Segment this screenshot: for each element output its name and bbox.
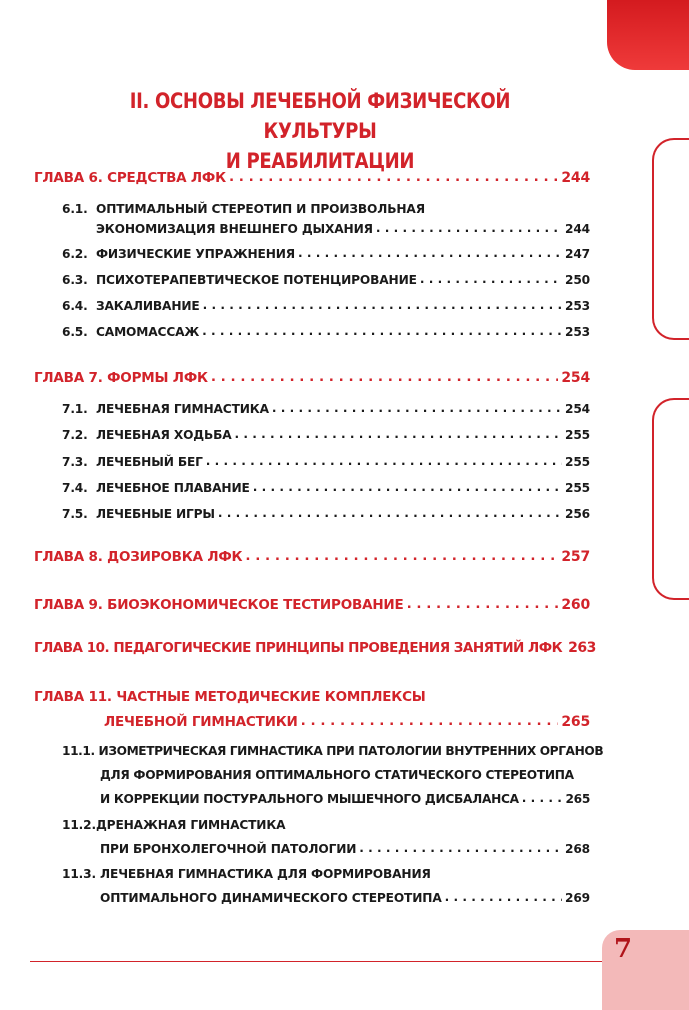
item-number: 7.3. [62, 455, 88, 469]
dot-leader [229, 169, 558, 185]
toc-chapter-11[interactable] [104, 714, 590, 730]
toc-item-11-1[interactable] [100, 792, 590, 806]
chapter-page: 260 [561, 597, 590, 613]
toc-item-6-4[interactable] [62, 299, 590, 313]
toc-chapter-11-line1[interactable] [34, 689, 426, 705]
dot-leader [253, 480, 562, 494]
decor-tab-top [607, 0, 689, 70]
item-title: ЭКОНОМИЗАЦИЯ ВНЕШНЕГО ДЫХАНИЯ [96, 222, 373, 236]
chapter-title: ГЛАВА 6. СРЕДСТВА ЛФК [34, 170, 226, 186]
toc-item-11-2[interactable] [100, 842, 590, 856]
item-title: ДЛЯ ФОРМИРОВАНИЯ ОПТИМАЛЬНОГО СТАТИЧЕСКОГО СТЕРЕОТИПА [100, 768, 574, 782]
item-title: ЛЕЧЕБНЫЕ ИГРЫ [96, 507, 215, 521]
dot-leader [298, 246, 562, 260]
chapter-title: ЛЕЧЕБНОЙ ГИМНАСТИКИ [104, 714, 298, 730]
toc-chapter-7[interactable] [34, 370, 590, 386]
item-page: 250 [565, 273, 590, 287]
dot-leader [218, 506, 562, 520]
item-title: САМОМАССАЖ [96, 325, 200, 339]
toc-item-7-1[interactable] [62, 402, 590, 416]
dot-leader [245, 548, 558, 564]
item-title: ФИЗИЧЕСКИЕ УПРАЖНЕНИЯ [96, 247, 296, 261]
item-page: 254 [565, 402, 590, 416]
page-number: 7 [614, 934, 633, 964]
dot-leader [420, 272, 562, 286]
toc-item-11-2-line1[interactable] [62, 818, 285, 832]
item-number: 7.4. [62, 481, 88, 495]
item-title: ЛЕЧЕБНАЯ ХОДЬБА [96, 428, 232, 442]
item-title: ПРИ БРОНХОЛЕГОЧНОЙ ПАТОЛОГИИ [100, 842, 357, 856]
toc-item-7-4[interactable] [62, 481, 590, 495]
item-number: 7.2. [62, 428, 88, 442]
dot-leader [203, 298, 562, 312]
footer-divider [30, 961, 620, 962]
toc-item-7-3[interactable] [62, 455, 590, 469]
item-title: ДРЕНАЖНАЯ ГИМНАСТИКА [95, 818, 286, 832]
item-page: 265 [565, 792, 590, 806]
dot-leader [359, 841, 562, 855]
item-page: 255 [565, 455, 590, 469]
toc-item-6-3[interactable] [62, 273, 590, 287]
item-number: 7.5. [62, 507, 88, 521]
section-title: II. ОСНОВЫ ЛЕЧЕБНОЙ ФИЗИЧЕСКОЙ КУЛЬТУРЫ И РЕАБИЛИТАЦИИ [129, 89, 511, 173]
item-number: 7.1. [62, 402, 88, 416]
item-title: ЛЕЧЕБНОЕ ПЛАВАНИЕ [96, 481, 250, 495]
item-number: 6.4. [62, 299, 88, 313]
item-title: И КОРРЕКЦИИ ПОСТУРАЛЬНОГО МЫШЕЧНОГО ДИСБАЛАНСА [100, 792, 519, 806]
toc-chapter-8[interactable] [34, 549, 590, 565]
item-number: 11.2. [62, 818, 96, 832]
item-number: 6.3. [62, 273, 88, 287]
decor-tab-outline-2 [652, 398, 689, 600]
chapter-title: ГЛАВА 8. ДОЗИРОВКА ЛФК [34, 549, 243, 565]
chapter-title: ГЛАВА 10. ПЕДАГОГИЧЕСКИЕ ПРИНЦИПЫ ПРОВЕДЕНИЯ ЗАНЯТИЙ ЛФК [34, 640, 563, 656]
dot-leader [272, 401, 562, 415]
toc-item-6-1-line1[interactable] [62, 202, 425, 216]
dot-leader [407, 596, 559, 612]
item-title: ИЗОМЕТРИЧЕСКАЯ ГИМНАСТИКА ПРИ ПАТОЛОГИИ ВНУТРЕННИХ ОРГАНОВ [98, 744, 604, 758]
toc-item-6-5[interactable] [62, 325, 590, 339]
item-number: 6.5. [62, 325, 88, 339]
toc-chapter-6[interactable] [34, 170, 590, 186]
item-title: ЛЕЧЕБНАЯ ГИМНАСТИКА ДЛЯ ФОРМИРОВАНИЯ [100, 867, 431, 881]
item-title: ЗАКАЛИВАНИЕ [96, 299, 200, 313]
chapter-page: 263 [568, 640, 596, 656]
chapter-page: 257 [561, 549, 590, 565]
item-title: ЛЕЧЕБНАЯ ГИМНАСТИКА [96, 402, 269, 416]
decor-tab-outline-1 [652, 138, 689, 340]
toc-item-6-2[interactable] [62, 247, 590, 261]
toc-item-11-1-line2[interactable] [100, 768, 574, 782]
chapter-title: ГЛАВА 9. БИОЭКОНОМИЧЕСКОЕ ТЕСТИРОВАНИЕ [34, 597, 404, 613]
chapter-page: 265 [561, 714, 590, 730]
item-number: 6.2. [62, 247, 88, 261]
dot-leader [202, 324, 562, 338]
toc-item-11-1-line1[interactable] [62, 744, 603, 758]
item-number: 11.1. [62, 744, 95, 758]
toc-item-11-3[interactable] [100, 891, 590, 905]
dot-leader [522, 791, 563, 805]
item-title: ОПТИМАЛЬНЫЙ СТЕРЕОТИП И ПРОИЗВОЛЬНАЯ [96, 202, 425, 216]
chapter-title: ГЛАВА 7. ФОРМЫ ЛФК [34, 370, 208, 386]
item-page: 255 [565, 428, 590, 442]
item-page: 247 [565, 247, 590, 261]
toc-item-11-3-line1[interactable] [62, 867, 431, 881]
dot-leader [206, 454, 562, 468]
toc-chapter-9[interactable] [34, 597, 590, 613]
item-page: 256 [565, 507, 590, 521]
item-page: 255 [565, 481, 590, 495]
toc-chapter-10[interactable] [34, 640, 596, 656]
dot-leader [376, 221, 562, 235]
dot-leader [301, 713, 559, 729]
dot-leader [235, 427, 562, 441]
dot-leader [211, 369, 559, 385]
item-number: 11.3. [62, 867, 96, 881]
toc-item-7-2[interactable] [62, 428, 590, 442]
item-page: 253 [565, 299, 590, 313]
item-page: 244 [565, 222, 590, 236]
item-page: 253 [565, 325, 590, 339]
item-title: ЛЕЧЕБНЫЙ БЕГ [96, 455, 203, 469]
chapter-title: ГЛАВА 11. ЧАСТНЫЕ МЕТОДИЧЕСКИЕ КОМПЛЕКСЫ [34, 689, 426, 705]
item-title: ОПТИМАЛЬНОГО ДИНАМИЧЕСКОГО СТЕРЕОТИПА [100, 891, 442, 905]
item-title: ПСИХОТЕРАПЕВТИЧЕСКОЕ ПОТЕНЦИРОВАНИЕ [96, 273, 417, 287]
chapter-page: 244 [561, 170, 590, 186]
item-page: 268 [565, 842, 590, 856]
toc-item-6-1[interactable] [96, 222, 590, 236]
item-page: 269 [565, 891, 590, 905]
item-number: 6.1. [62, 202, 88, 216]
dot-leader [445, 890, 562, 904]
chapter-page: 254 [561, 370, 590, 386]
toc-item-7-5[interactable] [62, 507, 590, 521]
